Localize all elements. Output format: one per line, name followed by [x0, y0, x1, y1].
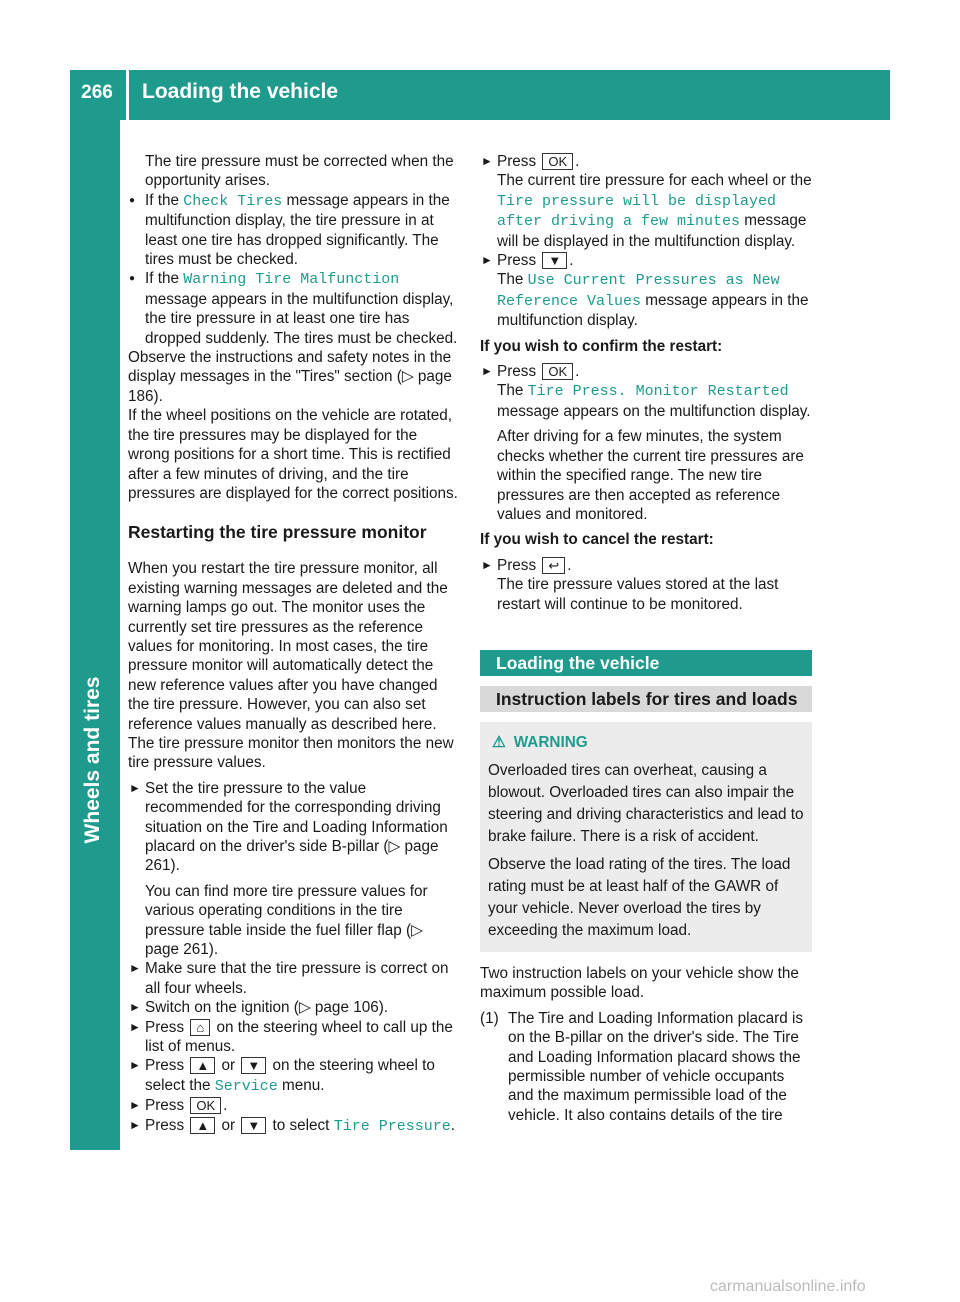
- left-column: [128, 152, 460, 1136]
- display-message: Tire Press. Monitor Restarted: [527, 383, 789, 401]
- watermark: carmanualsonline.info: [710, 1278, 866, 1295]
- warning-title: ⚠ WARNING: [492, 732, 804, 754]
- header-bar: [70, 70, 890, 120]
- subsection-instruction-labels: Instruction labels for tires and loads: [480, 686, 812, 712]
- step-note: After driving for a few minutes, the system checks whether the current tire pressures are within the specified range. The new tire pressures are then accepted as reference values and monitored.: [497, 428, 804, 523]
- section-loading-vehicle: Loading the vehicle: [480, 650, 812, 676]
- menu-name: Service: [214, 1077, 278, 1095]
- page-number: 266: [81, 82, 113, 103]
- warning-text: Overloaded tires can overheat, causing a blowout. Overloaded tires can also impair the steering and driving characteristics and lead to brake failure. There is a risk of accident.: [488, 761, 804, 845]
- step-press-home: ► Press ⌂ on the steering wheel to call up the list of menus.: [129, 1018, 453, 1056]
- step-arrow-icon: ►: [481, 253, 493, 268]
- step-arrow-icon: ►: [129, 780, 141, 795]
- header-divider: [126, 70, 129, 120]
- step-r-press-down: ► Press ▼ .: [481, 252, 574, 270]
- page-title: Loading the vehicle: [142, 80, 339, 103]
- step-set-pressure: ► Set the tire pressure to the value recommended for the corresponding driving situation on the Tire and Loading Information placard on the driver's side B-pillar (▷ page 261).: [129, 779, 448, 875]
- step-check-wheels: ► Make sure that the tire pressure is correct on all four wheels.: [129, 960, 449, 997]
- warning-triangle-icon: ⚠: [492, 733, 506, 751]
- down-key-icon: ▼: [542, 252, 567, 269]
- display-message: Check Tires: [183, 192, 283, 210]
- step-arrow-icon: ►: [129, 961, 141, 976]
- display-message: Tire pressure will be displayed after driving a few minutes: [497, 192, 777, 231]
- step-ignition: ► Switch on the ignition (▷ page 106).: [129, 999, 389, 1017]
- step-arrow-icon: ►: [129, 1117, 141, 1132]
- up-key-icon: ▲: [190, 1057, 215, 1074]
- ok-key-icon: OK: [190, 1097, 221, 1114]
- step-arrow-icon: ►: [129, 1058, 141, 1073]
- bullet-warning-tire: ● If the Warning Tire Malfunction message appears in the multifunction display, the tire pressure in at least one tire has dropped suddenly. The tires must be checked.: [128, 269, 460, 348]
- step-arrow-icon: ►: [481, 557, 493, 572]
- step-arrow-icon: ►: [129, 1098, 141, 1113]
- step-press-ok: ► Press OK .: [129, 1097, 228, 1115]
- right-column: [480, 152, 812, 1125]
- step-arrow-icon: ►: [129, 1000, 141, 1015]
- display-message: Warning Tire Malfunction: [183, 271, 400, 289]
- paragraph-observe: Observe the instructions and safety notes in the display messages in the "Tires" section (▷ page 186).: [128, 349, 452, 405]
- down-key-icon: ▼: [241, 1117, 266, 1134]
- paragraph-rotation: If the wheel positions on the vehicle are rotated, the tire pressures may be displayed for the wrong positions for a short time. This is rectified after a few minutes of driving, and the tire pressures are displayed for the correct positions.: [128, 407, 458, 502]
- step-result: The tire pressure values stored at the last restart will continue to be monitored.: [497, 576, 779, 613]
- chapter-tab-label: Wheels and tires: [81, 676, 104, 844]
- down-key-icon: ▼: [241, 1057, 266, 1074]
- step-arrow-icon: ►: [481, 364, 493, 379]
- numbered-item: (1) The Tire and Loading Information placard is on the B-pillar on the driver's side. The Tire and Loading Information placard shows the permissible number of vehicle occupants and the maximum permissible load of the vehicle. It also contains details of the tire: [480, 1009, 804, 1124]
- step-arrow-icon: ►: [129, 1019, 141, 1034]
- home-key-icon: ⌂: [190, 1019, 210, 1036]
- step-r-confirm-ok: ► Press OK .: [481, 363, 580, 381]
- paragraph-restart: When you restart the tire pressure monitor, all existing warning messages are deleted and the warning lamps go out. The monitor uses the currently set tire pressures as the reference values for monitoring. In most cases, the tire pressure monitor will automatically detect the new reference values after you have changed the tire pressure. However, you can also set reference values manually as described here. The tire pressure monitor then monitors the new tire pressure values.: [128, 560, 454, 772]
- step-result: The Use Current Pressures as New Reference Values message appears in the multifunction display.: [497, 271, 809, 330]
- back-key-icon: ↩: [542, 557, 565, 574]
- step-r-cancel-back: ► Press ↩ .: [481, 556, 572, 574]
- step-note: You can find more tire pressure values for various operating conditions in the tire pressure table inside the fuel filler flap (▷ page 261).: [145, 882, 428, 959]
- step-result: The current tire pressure for each wheel or the Tire pressure will be displayed after driving a few minutes message will be displayed in the multifunction display.: [497, 172, 812, 250]
- ok-key-icon: OK: [542, 363, 573, 380]
- up-key-icon: ▲: [190, 1117, 215, 1134]
- step-result: The Tire Press. Monitor Restarted message appears on the multifunction display.: [497, 382, 811, 420]
- display-message: Use Current Pressures as New Reference Values: [497, 272, 780, 310]
- step-select-tire-pressure: ► Press ▲ or ▼ to select Tire Pressure.: [129, 1116, 455, 1135]
- bullet-check-tires: ● If the Check Tires message appears in the multifunction display, the tire pressure in at least one tire has dropped significantly. The tires must be checked.: [128, 191, 460, 270]
- menu-name: Tire Pressure: [333, 1117, 451, 1135]
- step-r-press-ok: ► Press OK .: [481, 153, 580, 170]
- warning-text: Observe the load rating of the tires. The load rating must be at least half of the GAWR of your vehicle. Never overload the tires by exceeding the maximum load.: [488, 855, 791, 939]
- ok-key-icon: OK: [542, 153, 573, 170]
- chapter-tab: [70, 120, 120, 1150]
- intro-text: The tire pressure must be corrected when the opportunity arises.: [145, 153, 454, 190]
- step-arrow-icon: ►: [481, 154, 493, 168]
- confirm-heading: If you wish to confirm the restart:: [480, 337, 723, 355]
- step-select-service: ► Press ▲ or ▼ on the steering wheel to select the Service menu.: [129, 1057, 435, 1095]
- cancel-heading: If you wish to cancel the restart:: [480, 531, 714, 549]
- warning-box: [480, 722, 812, 952]
- section-heading-restart: Restarting the tire pressure monitor: [128, 522, 427, 543]
- paragraph-labels: Two instruction labels on your vehicle show the maximum possible load.: [480, 964, 799, 1002]
